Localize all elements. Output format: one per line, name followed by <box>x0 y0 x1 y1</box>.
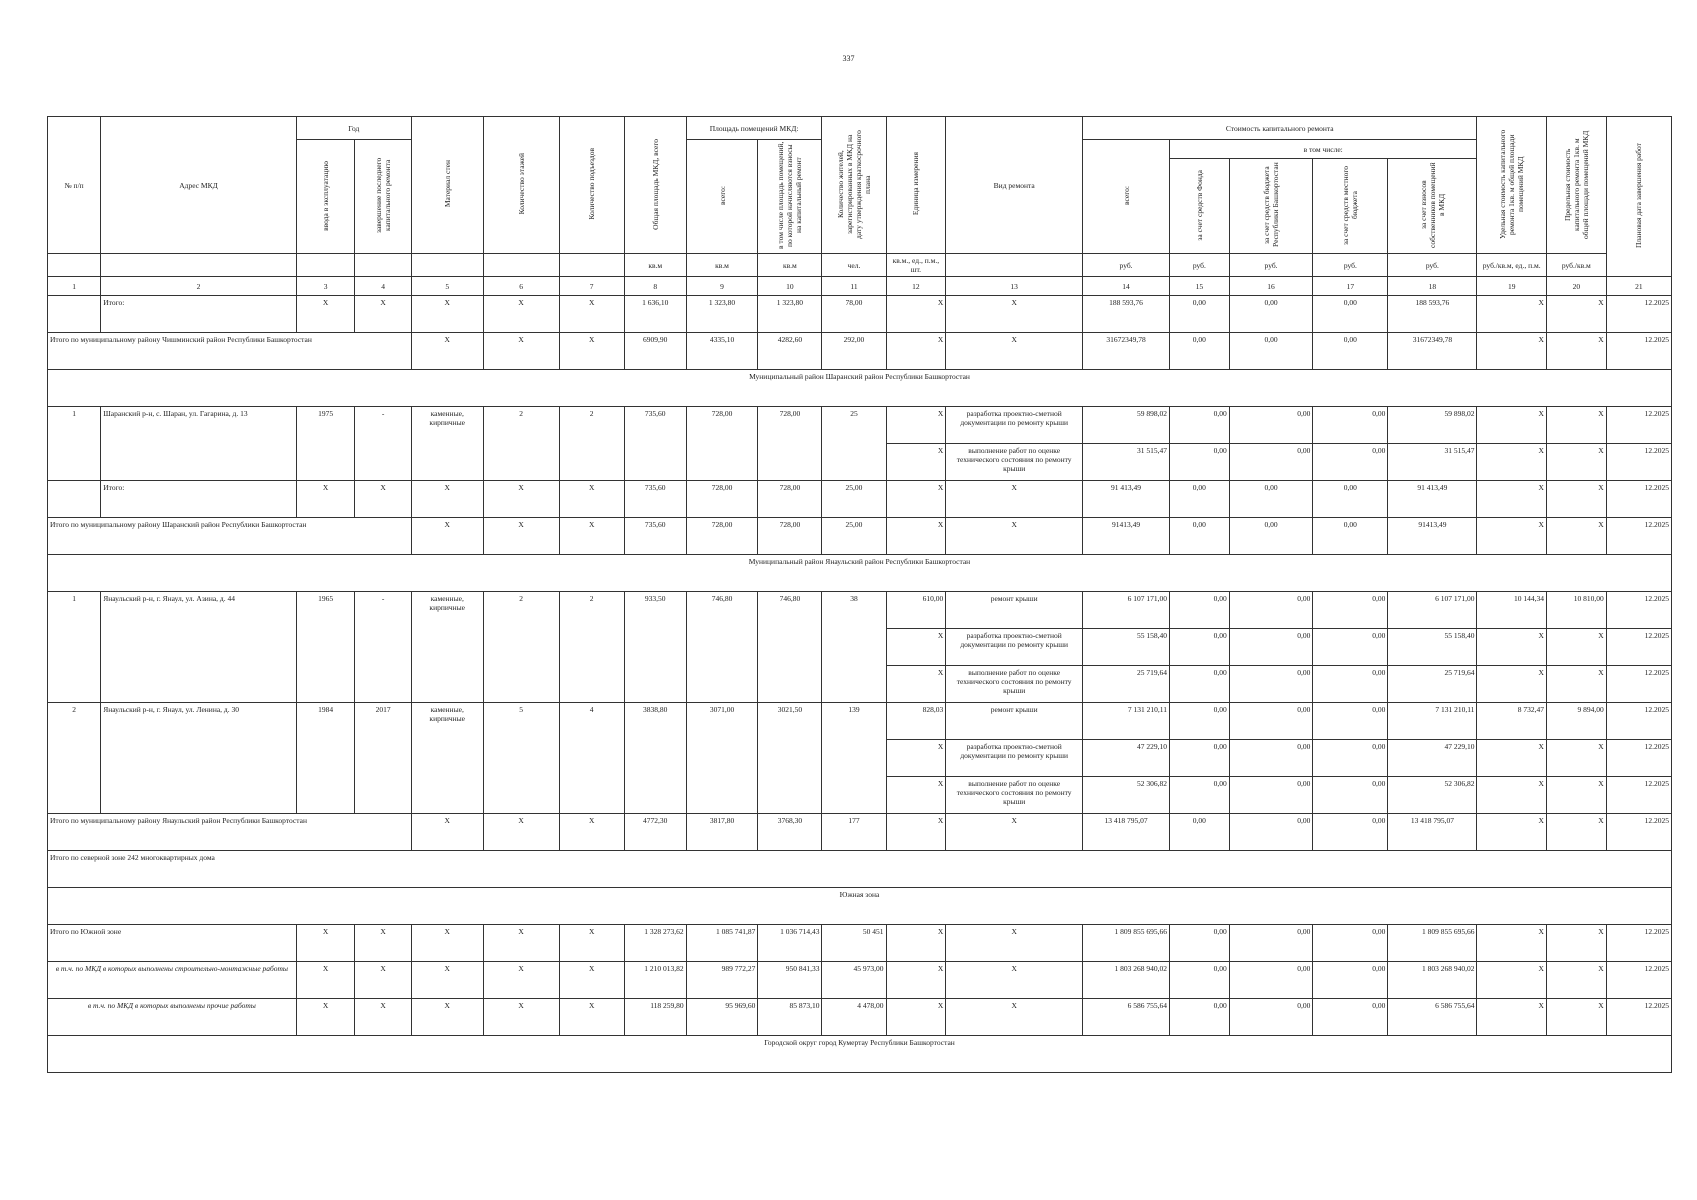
header-cost-total: всего: <box>1083 140 1170 254</box>
header-owners: за счет взносов собственников помещений в МКД <box>1388 159 1477 254</box>
table-row: X выполнение работ по оценке технического состояния по ремонту крыши 25 719,64 0,00 0,00 0,00 25 719,64 X X 12.2025 <box>48 666 1672 703</box>
table-row: 1 Янаульский р-н, г. Янаул, ул. Азина, д. 44 1965 - каменные, кирпичные 2 2 933,50 746,80 746,80 38 610,00 ремонт крыши 6 107 171,00 0,00 0,00 0,00 6 107 171,00 10 144,34 10 810,00 12.2025 <box>48 592 1672 629</box>
section-title-row <box>48 1036 1672 1073</box>
header-cost: Стоимость капитального ремонта <box>1083 117 1477 140</box>
unit-rub: руб. <box>1229 254 1313 277</box>
table-row: в т.ч. по МКД в которых выполнены прочие работы X X X X X 118 259,80 95 969,60 85 873,10 4 478,00 X X 6 586 755,64 0,00 0,00 0,00 6 586 755,64 X X 12.2025 <box>48 999 1672 1036</box>
header-including: в том числе: <box>1170 140 1477 159</box>
header-premises-area: Площадь помещений МКД: <box>686 117 822 140</box>
header-limit-cost: Предельная стоимость капитального ремонта 1кв. м общей площади помещений МКД <box>1546 117 1606 254</box>
unit-chel: чел. <box>822 254 886 277</box>
header-work-type: Вид ремонта <box>946 117 1083 254</box>
header-deadline: Плановая дата завершения работ <box>1606 117 1671 277</box>
header-rb: за счет средств бюджета Республики Башкортостан <box>1229 159 1313 254</box>
unit-rub: руб. <box>1083 254 1170 277</box>
table-row: Итого: X X X X X 1 636,10 1 323,80 1 323,80 78,00 X X 188 593,76 0,00 0,00 0,00 188 593,76 X X 12.2025 <box>48 296 1672 333</box>
header-local: за счет средств местного бюджета <box>1313 159 1388 254</box>
north-zone-total: Итого по северной зоне 242 многоквартирных дома <box>48 851 1672 888</box>
table-row: Итого по муниципальному району Чишминский район Республики Башкортостан X X X 6909,90 4335,10 4282,60 292,00 X X 31672349,78 0,00 0,00 0,00 31672349,78 X X 12.2025 <box>48 333 1672 370</box>
section-title: Муниципальный район Янаульский район Республики Башкортостан <box>48 555 1672 592</box>
table-row: X разработка проектно-сметной документации по ремонту крыши 55 158,40 0,00 0,00 0,00 55 158,40 X X 12.2025 <box>48 629 1672 666</box>
header-year-commission: ввода в эксплуатацию <box>296 140 355 254</box>
section-title: Городской округ город Кумертау Республики Башкортостан <box>48 1036 1672 1073</box>
header-year-last-repair: завершение последнего капитального ремонта <box>355 140 411 254</box>
table-row: 2 Янаульский р-н, г. Янаул, ул. Ленина, д. 30 1984 2017 каменные, кирпичные 5 4 3838,80 3071,00 3021,50 139 828,03 ремонт крыши 7 131 210,11 0,00 0,00 0,00 7 131 210,11 8 732,47 9 894,00 12.2025 <box>48 703 1672 740</box>
unit-rub: руб. <box>1313 254 1388 277</box>
capital-repair-table <box>47 116 1672 1073</box>
table-row: X выполнение работ по оценке технического состояния по ремонту крыши 31 515,47 0,00 0,00 0,00 31 515,47 X X 12.2025 <box>48 444 1672 481</box>
table-row: X выполнение работ по оценке технического состояния по ремонту крыши 52 306,82 0,00 0,00 0,00 52 306,82 X X 12.2025 <box>48 777 1672 814</box>
table-row: в т.ч. по МКД в которых выполнены строительно-монтажные работы X X X X X 1 210 013,82 989 772,27 950 841,33 45 973,00 X X 1 803 268 940,02 0,00 0,00 0,00 1 803 268 940,02 X X 12.2025 <box>48 962 1672 999</box>
header-premises-levy: в том числе площадь помещений, по которой начисляются взносы на капитальный ремонт <box>758 140 822 254</box>
header-premises-total: всего: <box>686 140 758 254</box>
unit-kvm: кв.м <box>686 254 758 277</box>
header-floors: Количество этажей <box>483 117 559 254</box>
header-residents: Количество жителей, зарегистрированных в МКД на дату утверждения краткосрочного плана <box>822 117 886 254</box>
table-row <box>48 851 1672 888</box>
section-title-row <box>48 888 1672 925</box>
header-unit: Единица измерения <box>886 117 946 254</box>
page-number: 337 <box>842 54 855 63</box>
table-row: Итого по муниципальному району Янаульский район Республики Башкортостан X X X 4772,30 3817,80 3768,30 177 X X 13 418 795,07 0,00 0,00 0,00 13 418 795,07 X X 12.2025 <box>48 814 1672 851</box>
column-numbers: 1 2 3 4 5 6 7 8 9 10 11 12 13 14 15 16 17 18 19 20 21 <box>48 277 1672 296</box>
header-fund: за счет средств Фонда <box>1170 159 1230 254</box>
header-unit-cost: Удельная стоимость капитального ремонта 1кв. м общей площади помещений МКД <box>1477 117 1547 254</box>
section-title: Муниципальный район Шаранский район Республики Башкортостан <box>48 370 1672 407</box>
table-row: Итого по Южной зоне X X X X X 1 328 273,62 1 085 741,87 1 036 714,43 50 451 X X 1 809 855 695,66 0,00 0,00 0,00 1 809 855 695,66 X X 12.2025 <box>48 925 1672 962</box>
unit-rub: руб. <box>1388 254 1477 277</box>
unit-rub: руб. <box>1170 254 1230 277</box>
unit-mixed: кв.м., ед., п.м., шт. <box>886 254 946 277</box>
section-title-row <box>48 555 1672 592</box>
header-year: Год <box>296 117 411 140</box>
table-row: Итого по муниципальному району Шаранский район Республики Башкортостан X X X 735,60 728,00 728,00 25,00 X X 91413,49 0,00 0,00 0,00 91413,49 X X 12.2025 <box>48 518 1672 555</box>
table-row: Итого: X X X X X 735,60 728,00 728,00 25,00 X X 91 413,49 0,00 0,00 0,00 91 413,49 X X 12.2025 <box>48 481 1672 518</box>
unit-kvm: кв.м <box>758 254 822 277</box>
unit-rubkvm: руб./кв.м <box>1546 254 1606 277</box>
table-row: X разработка проектно-сметной документации по ремонту крыши 47 229,10 0,00 0,00 0,00 47 229,10 X X 12.2025 <box>48 740 1672 777</box>
table-row: 1 Шаранский р-н, с. Шаран, ул. Гагарина, д. 13 1975 - каменные, кирпичные 2 2 735,60 728,00 728,00 25 X разработка проектно-сметной документации по ремонту крыши 59 898,02 0,00 0,00 0,00 59 898,02 X X 12.2025 <box>48 407 1672 444</box>
header-total-area: Общая площадь МКД, всего <box>624 117 686 254</box>
section-title: Южная зона <box>48 888 1672 925</box>
unit-kvm: кв.м <box>624 254 686 277</box>
header-wall: Материал стен <box>411 117 483 254</box>
header-address: Адрес МКД <box>101 117 297 254</box>
unit-rubkvm-mixed: руб./кв.м, ед., п.м. <box>1477 254 1547 277</box>
header-num: № п/п <box>48 117 101 254</box>
section-title-row <box>48 370 1672 407</box>
header-entrances: Количество подъездов <box>559 117 624 254</box>
